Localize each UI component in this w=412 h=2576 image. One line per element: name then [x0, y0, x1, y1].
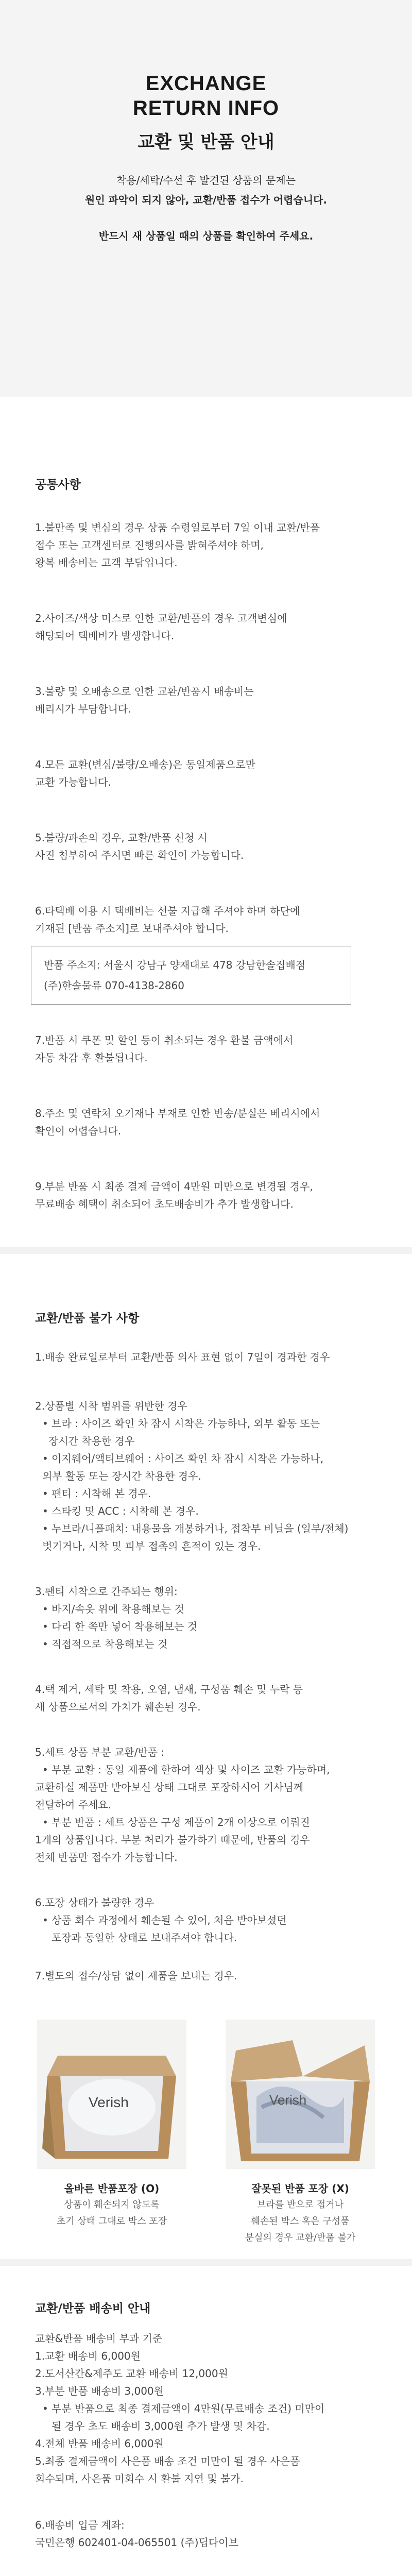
common-line: 기재된 [반품 주소지]로 보내주셔야 합니다. [35, 922, 229, 935]
box-illustration-bad [226, 2020, 375, 2169]
hero-title-line2: RETURN INFO [132, 97, 280, 120]
section-divider [0, 2259, 412, 2266]
return-address-box [31, 946, 351, 1005]
shipping-line: 6.배송비 입금 계좌: [35, 2519, 125, 2531]
shipping-line: 회수되며, 사은품 미회수 시 환불 지연 및 불가. [35, 2472, 244, 2485]
hero-title-line1: EXCHANGE [145, 72, 267, 95]
common-line: 3.불량 및 오배송으로 인한 교환/반품시 배송비는 [35, 685, 254, 698]
not-allowed-line: 1개의 상품입니다. 부분 처리가 불가하기 때문에, 반품의 경우 [35, 1834, 310, 1846]
shipping-line: 3.부분 반품 배송비 3,000원 [35, 2385, 164, 2397]
common-line: 5.불량/파손의 경우, 교환/반품 신청 시 [35, 832, 208, 844]
shipping-line: 교환&반품 배송비 부과 기준 [35, 2332, 163, 2345]
not-allowed-line: • 스타킹 및 ACC : 시착해 본 경우. [42, 1505, 199, 1517]
not-allowed-line: • 상품 회수 과정에서 훼손될 수 있어, 처음 받아보셨던 [42, 1914, 287, 1926]
bank-account-info: 국민은행 602401-04-065501 (주)딥다이브 [35, 2536, 238, 2549]
common-line: 9.부분 반품 시 최종 결제 금액이 4만원 미만으로 변경될 경우, [35, 1180, 313, 1193]
not-allowed-line: • 부분 반품 : 세트 상품은 구성 제품이 2개 이상으로 이뤄진 [42, 1816, 310, 1828]
not-allowed-line: • 직접적으로 착용해보는 것 [42, 1638, 168, 1650]
section-divider [0, 1247, 412, 1254]
not-allowed-line: 1.배송 완료일로부터 교환/반품 의사 표현 없이 7일이 경과한 경우 [35, 1351, 330, 1363]
not-allowed-line: 4.택 제거, 세탁 및 착용, 오염, 냄새, 구성품 훼손 및 누락 등 [35, 1683, 303, 1696]
not-allowed-line: • 브라 : 사이즈 확인 차 잠시 시착은 가능하나, 외부 활동 또는 [42, 1417, 320, 1430]
hero-notice: 반드시 새 상품일 때의 상품를 확인하여 주세요. [98, 230, 314, 242]
not-allowed-line: • 다리 한 쪽만 넣어 착용해보는 것 [42, 1620, 198, 1633]
box-illustration-good [37, 2020, 186, 2169]
not-allowed-line: 새 상품으로서의 가치가 훼손된 경우. [35, 1701, 201, 1713]
not-allowed-line: • 바지/속옷 위에 착용해보는 것 [42, 1603, 184, 1615]
shipping-line: 1.교환 배송비 6,000원 [35, 2350, 141, 2362]
not-allowed-section-title: 교환/반품 불가 사항 [35, 1312, 140, 1325]
bad-packaging-desc3: 분실의 경우 교환/반품 불가 [245, 2232, 356, 2243]
shipping-line: 5.최종 결제금액이 사은품 배송 조건 미만이 될 경우 사은품 [35, 2455, 300, 2467]
hero-desc-line1: 착용/세탁/수선 후 발견된 상품의 문제는 [116, 174, 296, 187]
good-packaging-desc2: 초기 상태 그대로 박스 포장 [56, 2216, 167, 2227]
common-line: 4.모든 교환(변심/불량/오배송)은 동일제품으로만 [35, 758, 255, 771]
common-line: 자동 차감 후 환불됩니다. [35, 1052, 148, 1064]
not-allowed-line: 7.별도의 접수/상담 없이 제품을 보내는 경우. [35, 1970, 237, 1982]
good-packaging-caption [27, 2180, 197, 2230]
not-allowed-line: 3.팬티 시착으로 간주되는 행위: [35, 1585, 178, 1598]
shipping-line: 2.도서산간&제주도 교환 배송비 12,000원 [35, 2367, 228, 2380]
hero-desc-line2: 원인 파악이 되지 않아, 교환/반품 접수가 어렵습니다. [85, 194, 327, 206]
common-line: 베리시가 부담합니다. [35, 703, 131, 715]
common-line: 8.주소 및 연락처 오기재나 부재로 인한 반송/분실은 베리시에서 [35, 1107, 320, 1120]
not-allowed-line: 전체 반품만 접수가 가능합니다. [35, 1851, 178, 1863]
good-packaging-photo [37, 2020, 186, 2169]
return-address-line2: (주)한솔물류 070-4138-2860 [44, 979, 184, 992]
not-allowed-line: 전달하여 주세요. [35, 1799, 111, 1811]
common-line: 교환 가능합니다. [35, 776, 111, 788]
shipping-line: • 부분 반품으로 최종 결제금액이 4만원(무료배송 조건) 미만이 [42, 2402, 325, 2415]
bad-packaging-desc1: 브라를 반으로 접거나 [257, 2199, 344, 2210]
not-allowed-line: 장시간 착용한 경우 [48, 1435, 135, 1447]
not-allowed-line: 벗기거나, 시착 및 피부 접촉의 흔적이 있는 경우. [42, 1540, 261, 1552]
bad-packaging-caption [215, 2180, 385, 2246]
not-allowed-line: • 누브라/니플패치: 내용물을 개봉하거나, 접착부 비닐을 (일부/전체) [42, 1522, 349, 1535]
not-allowed-line: 6.포장 상태가 불량한 경우 [35, 1896, 154, 1909]
verish-logo: Verish [89, 2094, 129, 2110]
bad-packaging-title: 잘못된 반품 포장 (X) [251, 2182, 349, 2195]
not-allowed-line: 외부 활동 또는 장시간 착용한 경우. [42, 1470, 201, 1482]
common-line: 6.타택배 이용 시 택배비는 선불 지급해 주셔야 하며 하단에 [35, 905, 300, 917]
good-packaging-desc1: 상품이 훼손되지 않도록 [64, 2199, 160, 2210]
return-address-line1: 반품 주소지: 서울시 강남구 양재대로 478 강남한솔집배점 [44, 959, 306, 971]
common-line: 왕복 배송비는 고객 부담입니다. [35, 556, 178, 569]
shipping-line: 될 경우 초도 배송비 3,000원 추가 발생 및 차감. [52, 2420, 270, 2432]
hero-section [0, 0, 412, 397]
common-line: 확인이 어렵습니다. [35, 1125, 122, 1137]
common-line: 사진 첨부하여 주시면 빠른 확인이 가능합니다. [35, 849, 244, 861]
not-allowed-line: 교환하실 제품만 받아보신 상태 그대로 포장하시어 기사님께 [35, 1781, 304, 1793]
common-line: 2.사이즈/색상 미스로 인한 교환/반품의 경우 고객변심에 [35, 612, 287, 624]
hero-title-english [0, 71, 412, 121]
common-line: 1.불만족 및 변심의 경우 상품 수령일로부터 7일 이내 교환/반품 [35, 521, 320, 534]
good-packaging-title: 올바른 반품포장 (O) [64, 2182, 160, 2195]
common-line: 해당되어 택배비가 발생합니다. [35, 630, 175, 642]
not-allowed-line: 포장과 동일한 상태로 보내주셔야 합니다. [52, 1931, 237, 1944]
shipping-section-title: 교환/반품 배송비 안내 [35, 2302, 151, 2315]
common-line: 무료배송 혜택이 취소되어 초도배송비가 추가 발생합니다. [35, 1198, 294, 1210]
bad-packaging-desc2: 훼손된 박스 혹은 구성품 [251, 2216, 350, 2227]
shipping-line: 4.전체 반품 배송비 6,000원 [35, 2437, 164, 2450]
not-allowed-line: 5.세트 상품 부분 교환/반품 : [35, 1746, 165, 1758]
verish-logo: Verish [269, 2092, 307, 2108]
not-allowed-line: • 팬티 : 시착해 본 경우. [42, 1487, 151, 1500]
not-allowed-line: • 부분 교환 : 동일 제품에 한하여 색상 및 사이즈 교환 가능하며, [42, 1764, 330, 1776]
not-allowed-line: 2.상품별 시착 범위를 위반한 경우 [35, 1400, 187, 1412]
common-section-title: 공통사항 [35, 478, 81, 492]
hero-title-korean: 교환 및 반품 안내 [138, 132, 274, 152]
common-line: 접수 또는 고객센터로 진행의사를 밝혀주셔야 하며, [35, 539, 264, 551]
not-allowed-line: • 이지웨어/액티브웨어 : 사이즈 확인 차 잠시 시착은 가능하나, [42, 1452, 324, 1465]
common-line: 7.반품 시 쿠폰 및 할인 등이 취소되는 경우 환불 금액에서 [35, 1034, 294, 1046]
bad-packaging-photo [226, 2020, 375, 2169]
